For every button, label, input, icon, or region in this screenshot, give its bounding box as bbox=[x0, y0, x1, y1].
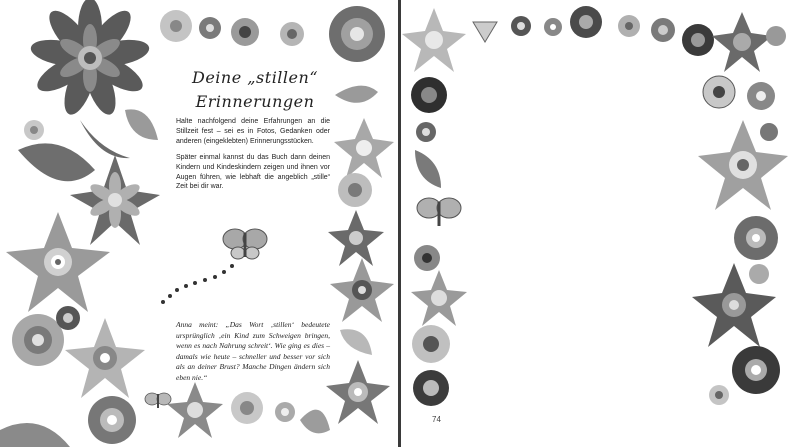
leaf-illustration bbox=[80, 120, 130, 158]
leaf-illustration bbox=[335, 86, 378, 103]
body-text bbox=[176, 117, 330, 198]
flower-illustration bbox=[651, 18, 675, 42]
flower-illustration bbox=[732, 346, 780, 394]
flower-illustration bbox=[682, 24, 714, 56]
flower-illustration bbox=[411, 77, 447, 113]
flower-illustration bbox=[747, 82, 775, 110]
flower-illustration bbox=[402, 8, 466, 72]
body-paragraph: Später einmal kannst du das Buch dann deinen Kindern und Kindeskindern zeigen und ihnen vor Augen führen, wie lebhaft die angeblich „stille“ Zeit bei dir war. bbox=[176, 153, 330, 191]
flower-illustration bbox=[167, 382, 223, 438]
leaf-illustration bbox=[0, 423, 70, 447]
page-number: 74 bbox=[432, 415, 441, 424]
title-line: Erinnerungen bbox=[195, 92, 315, 111]
leaf-illustration bbox=[415, 150, 441, 188]
flower-illustration bbox=[334, 118, 394, 178]
leaf-illustration bbox=[125, 109, 158, 140]
right-page bbox=[401, 0, 800, 447]
flower-illustration bbox=[749, 264, 769, 284]
flower-illustration bbox=[544, 18, 562, 36]
leaf-illustration bbox=[18, 143, 95, 181]
flower-illustration bbox=[411, 270, 467, 326]
flower-illustration bbox=[570, 6, 602, 38]
flower-illustration bbox=[88, 396, 136, 444]
flower-illustration bbox=[56, 306, 80, 330]
flower-illustration bbox=[330, 258, 394, 322]
left-page bbox=[0, 0, 398, 447]
flower-illustration bbox=[473, 22, 497, 42]
flower-illustration bbox=[766, 26, 786, 46]
flower-illustration bbox=[414, 245, 440, 271]
flower-illustration bbox=[12, 314, 64, 366]
flower-illustration bbox=[618, 15, 640, 37]
leaf-illustration bbox=[340, 329, 372, 355]
dotted-flight-path bbox=[161, 264, 234, 304]
flower-illustration bbox=[703, 76, 735, 108]
flower-illustration bbox=[328, 210, 384, 266]
flower-illustration bbox=[734, 216, 778, 260]
flower-illustration bbox=[280, 22, 304, 46]
flower-illustration bbox=[416, 122, 436, 142]
flower-illustration bbox=[413, 370, 449, 406]
flower-illustration bbox=[329, 6, 385, 62]
flower-illustration bbox=[231, 18, 259, 46]
butterfly-illustration bbox=[417, 198, 461, 226]
flower-illustration bbox=[412, 325, 450, 363]
flower-illustration bbox=[760, 123, 778, 141]
flower-illustration bbox=[275, 402, 295, 422]
body-paragraph: Halte nachfolgend deine Erfahrungen an die Stillzeit fest – sei es in Fotos, Gedanken oder anderen (eingeklebten) Erinnerungsstücken. bbox=[176, 118, 330, 145]
flower-illustration bbox=[709, 385, 729, 405]
anna-quote: Anna meint: „Das Wort ‚stillen‘ bedeutete ursprünglich ‚ein Kind zum Schweigen bringen, wenn es nach Nahrung schreit‘. Wie ging es dies – damals wie heute – schneller und besser vor sich als an deiner Brust? Manche Dingen ändern sich eben nie.“ bbox=[176, 320, 330, 382]
leaf-illustration bbox=[300, 410, 330, 434]
right-page-flower-border bbox=[401, 0, 800, 447]
flower-illustration bbox=[199, 17, 221, 39]
butterfly-illustration bbox=[223, 229, 267, 259]
butterfly-illustration bbox=[145, 393, 171, 408]
flower-illustration bbox=[326, 360, 390, 424]
flower-illustration bbox=[338, 173, 372, 207]
flower-illustration bbox=[24, 120, 44, 140]
flower-illustration bbox=[231, 392, 263, 424]
flower-illustration bbox=[29, 0, 151, 118]
flower-illustration bbox=[712, 12, 772, 72]
flower-illustration bbox=[65, 318, 145, 398]
flower-illustration bbox=[511, 16, 531, 36]
title-line: Deine „stillen“ bbox=[191, 68, 318, 87]
page-title bbox=[190, 66, 320, 114]
flower-illustration bbox=[6, 212, 110, 312]
flower-illustration bbox=[160, 10, 192, 42]
